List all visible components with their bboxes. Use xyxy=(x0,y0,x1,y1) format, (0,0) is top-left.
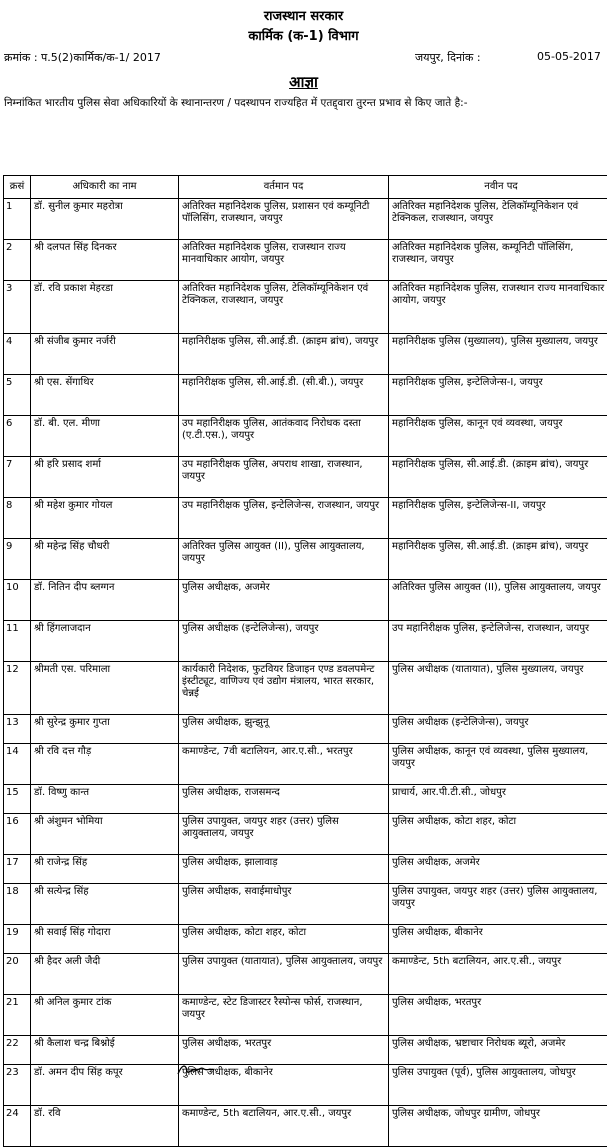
new-post: कमाण्डेन्ट, 5th बटालियन, आर.ए.सी., जयपुर xyxy=(389,954,607,995)
new-post: पुलिस अधीक्षक, अजमेर xyxy=(389,855,607,884)
table-row xyxy=(4,814,607,855)
table-header-row xyxy=(4,176,607,199)
current-post: कमाण्डेन्ट, 5th बटालियन, आर.ए.सी., जयपुर xyxy=(179,1106,389,1147)
new-post: अतिरिक्त महानिदेशक पुलिस, कम्यूनिटी पॉलिसिंग, राजस्थान, जयपुर xyxy=(389,240,607,281)
current-post: पुलिस अधीक्षक, झालावाड़ xyxy=(179,855,389,884)
officer-name: श्री हिंगलाजदान xyxy=(31,621,179,662)
officer-name: श्री सुरेन्द्र कुमार गुप्ता xyxy=(31,715,179,744)
officer-name: डॉ. रवि प्रकाश मेहरडा xyxy=(31,281,179,334)
table-row xyxy=(4,334,607,375)
current-post: कार्यकारी निदेशक, फुटवियर डिजाइन एण्ड डवलपमेन्ट इंस्टीट्यूट, वाणिज्य एवं उद्योग मंत्रालय, भारत सरकार, चेन्नई xyxy=(179,662,389,715)
table-row xyxy=(4,785,607,814)
order-intro: निम्नांकित भारतीय पुलिस सेवा अधिकारियों के स्थानान्तरण / पदस्थापन राज्यहित में एतद्द्वारा तुरन्त प्रभाव से किए जाते है:- xyxy=(4,96,604,110)
table-row xyxy=(4,240,607,281)
table-row xyxy=(4,662,607,715)
row-sno: 12 xyxy=(4,662,31,715)
reference-number: क्रमांक : प.5(2)कार्मिक/क-1/ 2017 xyxy=(4,50,161,65)
new-post: महानिरीक्षक पुलिस, सी.आई.डी. (क्राइम ब्रांच), जयपुर xyxy=(389,539,607,580)
new-post: पुलिस अधीक्षक, कानून एवं व्यवस्था, पुलिस मुख्यालय, जयपुर xyxy=(389,744,607,785)
officer-name: श्री एस. सेंगाथिर xyxy=(31,375,179,416)
new-post: अतिरिक्त पुलिस आयुक्त (II), पुलिस आयुक्तालय, जयपुर xyxy=(389,580,607,621)
row-sno: 18 xyxy=(4,884,31,925)
table-row xyxy=(4,580,607,621)
order-date: 05-05-2017 xyxy=(537,50,601,63)
department-title: कार्मिक (क-1) विभाग xyxy=(0,26,607,44)
current-post: महानिरीक्षक पुलिस, सी.आई.डी. (सी.बी.), जयपुर xyxy=(179,375,389,416)
officer-name: डॉ. विष्णु कान्त xyxy=(31,785,179,814)
current-post: पुलिस अधीक्षक, राजसमन्द xyxy=(179,785,389,814)
current-post: पुलिस अधीक्षक, अजमेर xyxy=(179,580,389,621)
government-title: राजस्थान सरकार xyxy=(0,6,607,24)
new-post: पुलिस अधीक्षक, कोटा शहर, कोटा xyxy=(389,814,607,855)
row-sno: 23 xyxy=(4,1065,31,1106)
signature-mark xyxy=(176,1062,216,1076)
table-row xyxy=(4,1036,607,1065)
row-sno: 3 xyxy=(4,281,31,334)
new-post: महानिरीक्षक पुलिस (मुख्यालय), पुलिस मुख्यालय, जयपुर xyxy=(389,334,607,375)
row-sno: 10 xyxy=(4,580,31,621)
table-row xyxy=(4,416,607,457)
table-row xyxy=(4,498,607,539)
place-label: जयपुर, दिनांक : xyxy=(415,50,481,65)
new-post: महानिरीक्षक पुलिस, कानून एवं व्यवस्था, जयपुर xyxy=(389,416,607,457)
transfer-table xyxy=(3,175,607,1147)
table-row xyxy=(4,954,607,995)
new-post: महानिरीक्षक पुलिस, सी.आई.डी. (क्राइम ब्रांच), जयपुर xyxy=(389,457,607,498)
officer-name: डॉ. रवि xyxy=(31,1106,179,1147)
current-post: अतिरिक्त महानिदेशक पुलिस, राजस्थान राज्य मानवाधिकार आयोग, जयपुर xyxy=(179,240,389,281)
officer-name: श्री महेश कुमार गोयल xyxy=(31,498,179,539)
row-sno: 1 xyxy=(4,199,31,240)
new-post: प्राचार्य, आर.पी.टी.सी., जोधपुर xyxy=(389,785,607,814)
table-row xyxy=(4,375,607,416)
current-post: पुलिस अधीक्षक, बीकानेर xyxy=(179,1065,389,1106)
table-row xyxy=(4,621,607,662)
current-post: पुलिस अधीक्षक, झुन्झुनू xyxy=(179,715,389,744)
current-post: पुलिस उपायुक्त (यातायात), पुलिस आयुक्तालय, जयपुर xyxy=(179,954,389,995)
new-post: महानिरीक्षक पुलिस, इन्टेलिजेन्स-I, जयपुर xyxy=(389,375,607,416)
column-header-new-post: नवीन पद xyxy=(389,176,607,199)
row-sno: 8 xyxy=(4,498,31,539)
table-row xyxy=(4,1065,607,1106)
officer-name: श्री दलपत सिंह दिनकर xyxy=(31,240,179,281)
officer-name: श्री हरि प्रसाद शर्मा xyxy=(31,457,179,498)
row-sno: 11 xyxy=(4,621,31,662)
new-post: महानिरीक्षक पुलिस, इन्टेलिजेन्स-II, जयपुर xyxy=(389,498,607,539)
table-row xyxy=(4,925,607,954)
table-row xyxy=(4,1106,607,1147)
officer-name: श्री सवाई सिंह गोदारा xyxy=(31,925,179,954)
row-sno: 24 xyxy=(4,1106,31,1147)
row-sno: 6 xyxy=(4,416,31,457)
order-title: आज्ञा xyxy=(0,72,607,92)
current-post: उप महानिरीक्षक पुलिस, अपराध शाखा, राजस्थान, जयपुर xyxy=(179,457,389,498)
officer-name: डॉ. अमन दीप सिंह कपूर xyxy=(31,1065,179,1106)
table-row xyxy=(4,855,607,884)
officer-name: श्री महेन्द्र सिंह चौधरी xyxy=(31,539,179,580)
current-post: अतिरिक्त महानिदेशक पुलिस, टेलिकॉम्यूनिकेशन एवं टेक्निकल, राजस्थान, जयपुर xyxy=(179,281,389,334)
current-post: अतिरिक्त महानिदेशक पुलिस, प्रशासन एवं कम्यूनिटी पॉलिसिंग, राजस्थान, जयपुर xyxy=(179,199,389,240)
current-post: पुलिस अधीक्षक, भरतपुर xyxy=(179,1036,389,1065)
new-post: पुलिस अधीक्षक, जोधपुर ग्रामीण, जोधपुर xyxy=(389,1106,607,1147)
officer-name: श्री रवि दत्त गौड़ xyxy=(31,744,179,785)
officer-name: श्री सत्येन्द्र सिंह xyxy=(31,884,179,925)
officer-name: डॉ. बी. एल. मीणा xyxy=(31,416,179,457)
officer-name: श्री अनिल कुमार टांक xyxy=(31,995,179,1036)
row-sno: 19 xyxy=(4,925,31,954)
table-row xyxy=(4,995,607,1036)
row-sno: 4 xyxy=(4,334,31,375)
new-post: उप महानिरीक्षक पुलिस, इन्टेलिजेन्स, राजस्थान, जयपुर xyxy=(389,621,607,662)
officer-name: श्रीमती एस. परिमाला xyxy=(31,662,179,715)
row-sno: 5 xyxy=(4,375,31,416)
current-post: पुलिस अधीक्षक (इन्टेलिजेन्स), जयपुर xyxy=(179,621,389,662)
current-post: अतिरिक्त पुलिस आयुक्त (II), पुलिस आयुक्तालय, जयपुर xyxy=(179,539,389,580)
table-row xyxy=(4,884,607,925)
officer-name: डॉ. नितिन दीप ब्लग्गन xyxy=(31,580,179,621)
row-sno: 7 xyxy=(4,457,31,498)
current-post: महानिरीक्षक पुलिस, सी.आई.डी. (क्राइम ब्रांच), जयपुर xyxy=(179,334,389,375)
table-row xyxy=(4,199,607,240)
column-header-current-post: वर्तमान पद xyxy=(179,176,389,199)
column-header-sno: क्रसं xyxy=(4,176,31,199)
row-sno: 15 xyxy=(4,785,31,814)
new-post: पुलिस उपायुक्त (पूर्व), पुलिस आयुक्तालय, जोधपुर xyxy=(389,1065,607,1106)
new-post: पुलिस अधीक्षक, बीकानेर xyxy=(389,925,607,954)
row-sno: 16 xyxy=(4,814,31,855)
new-post: पुलिस अधीक्षक, भ्रष्टाचार निरोधक ब्यूरो, अजमेर xyxy=(389,1036,607,1065)
new-post: पुलिस अधीक्षक, भरतपुर xyxy=(389,995,607,1036)
officer-name: डॉ. सुनील कुमार महरोत्रा xyxy=(31,199,179,240)
row-sno: 14 xyxy=(4,744,31,785)
officer-name: श्री संजीब कुमार नर्जरी xyxy=(31,334,179,375)
officer-name: श्री राजेन्द्र सिंह xyxy=(31,855,179,884)
row-sno: 20 xyxy=(4,954,31,995)
row-sno: 21 xyxy=(4,995,31,1036)
new-post: पुलिस अधीक्षक (यातायात), पुलिस मुख्यालय, जयपुर xyxy=(389,662,607,715)
column-header-name: अधिकारी का नाम xyxy=(31,176,179,199)
new-post: अतिरिक्त महानिदेशक पुलिस, टेलिकॉम्यूनिकेशन एवं टेक्निकल, राजस्थान, जयपुर xyxy=(389,199,607,240)
current-post: पुलिस अधीक्षक, सवाईमाधोपुर xyxy=(179,884,389,925)
new-post: अतिरिक्त महानिदेशक पुलिस, राजस्थान राज्य मानवाधिकार आयोग, जयपुर xyxy=(389,281,607,334)
table-row xyxy=(4,457,607,498)
row-sno: 9 xyxy=(4,539,31,580)
row-sno: 2 xyxy=(4,240,31,281)
current-post: उप महानिरीक्षक पुलिस, इन्टेलिजेन्स, राजस्थान, जयपुर xyxy=(179,498,389,539)
new-post: पुलिस अधीक्षक (इन्टेलिजेन्स), जयपुर xyxy=(389,715,607,744)
current-post: कमाण्डेन्ट, स्टेट डिजास्टर रैस्पोन्स फोर्स, राजस्थान, जयपुर xyxy=(179,995,389,1036)
table-row xyxy=(4,539,607,580)
current-post: उप महानिरीक्षक पुलिस, आतंकवाद निरोधक दस्ता (ए.टी.एस.), जयपुर xyxy=(179,416,389,457)
officer-name: श्री अंशुमन भोमिया xyxy=(31,814,179,855)
table-row xyxy=(4,281,607,334)
row-sno: 22 xyxy=(4,1036,31,1065)
current-post: पुलिस उपायुक्त, जयपुर शहर (उत्तर) पुलिस आयुक्तालय, जयपुर xyxy=(179,814,389,855)
officer-name: श्री हैदर अली जैदी xyxy=(31,954,179,995)
current-post: पुलिस अधीक्षक, कोटा शहर, कोटा xyxy=(179,925,389,954)
table-row xyxy=(4,744,607,785)
row-sno: 13 xyxy=(4,715,31,744)
officer-name: श्री कैलाश चन्द्र बिश्नोई xyxy=(31,1036,179,1065)
table-row xyxy=(4,715,607,744)
current-post: कमाण्डेन्ट, 7वी बटालियन, आर.ए.सी., भरतपुर xyxy=(179,744,389,785)
row-sno: 17 xyxy=(4,855,31,884)
new-post: पुलिस उपायुक्त, जयपुर शहर (उत्तर) पुलिस आयुक्तालय, जयपुर xyxy=(389,884,607,925)
